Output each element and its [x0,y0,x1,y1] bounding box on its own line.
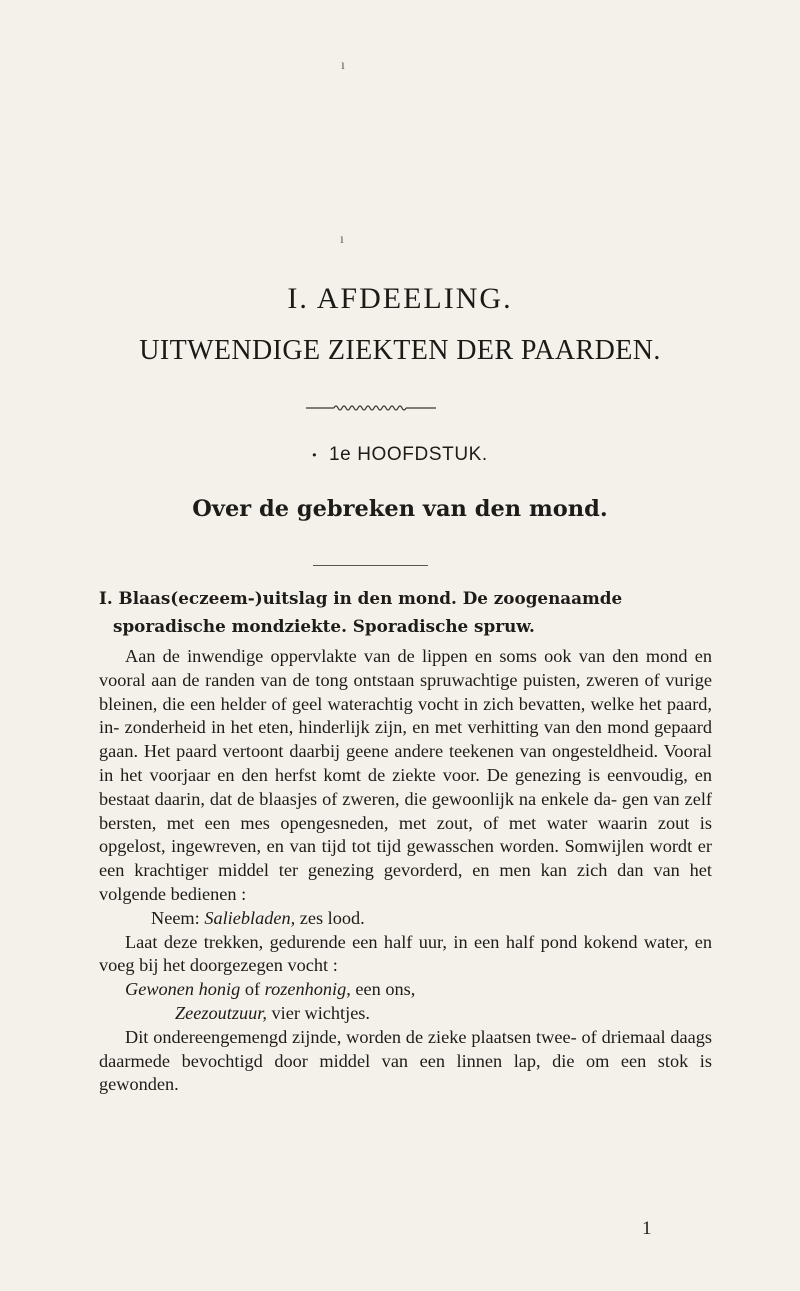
chapter-title [0,444,800,466]
paragraph: Dit ondereengemengd zijnde, worden de zieke plaatsen twee- of driemaal daags daarmede bevochtigd door middel van een linnen lap, die om een stok is gewonden. [99,1026,712,1095]
body-text [99,645,712,1097]
part-subtitle: UITWENDIGE ZIEKTEN DER PAARDEN. [139,335,661,366]
paragraph: Laat deze trekken, gedurende een half uur, in een half pond kokend water, en voeg bij het doorgezegen vocht : [99,931,712,976]
section-title-line: sporadische mondziekte. Sporadische spruw. [113,616,535,636]
chapter-label: 1e HOOFDSTUK. [329,444,488,465]
paragraph: Aan de inwendige oppervlakte van de lippen en soms ook van den mond en vooral aan de randen van de tong ontstaan spruwachtige puisten, zweren of vurige bleinen, die een helder of geel waterachtig vocht in zich bevatten, welke het paard, in- zonderheid in het eten, hinderlijk zijn, en met verhitting van den mond gepaard gaan. Het paard vertoont daarbij geene andere teekenen van ongesteldheid. Vooral in het voorjaar en den herfst komt de ziekte voor. De genezing is eenvoudig, en bestaat daarin, dat de blaasjes of zweren, die gewoonlijk na enkele da- gen van zelf bersten, met een mes opengesneden, met zout, of met water waarin zout is opgelost, ingewreven, en van tijd tot tijd gewasschen worden. Somwijlen wordt er een krachtiger middel ter genezing gevorderd, en men kan zich dan van het volgende bedienen : [99,646,712,904]
chapter-bullet: • [312,447,318,462]
short-rule [313,565,428,566]
stray-print-mark: ı [340,232,344,247]
recipe-line: Neem: Saliebladen, zes lood. [151,907,365,928]
page-number: 1 [642,1218,652,1239]
recipe-line: Zeezoutzuur, vier wichtjes. [175,1002,370,1023]
chapter-heading: Over de gebreken van den mond. [192,496,608,522]
section-title [99,584,709,640]
wavy-divider [306,403,436,413]
section-title-line: I. Blaas(eczeem-)uitslag in den mond. De zoogenaamde [99,588,623,608]
part-title: I. AFDEELING. [287,282,513,315]
recipe-line: Gewonen honig of rozenhonig, een ons, [125,979,416,1000]
stray-print-mark: ı [341,58,345,73]
